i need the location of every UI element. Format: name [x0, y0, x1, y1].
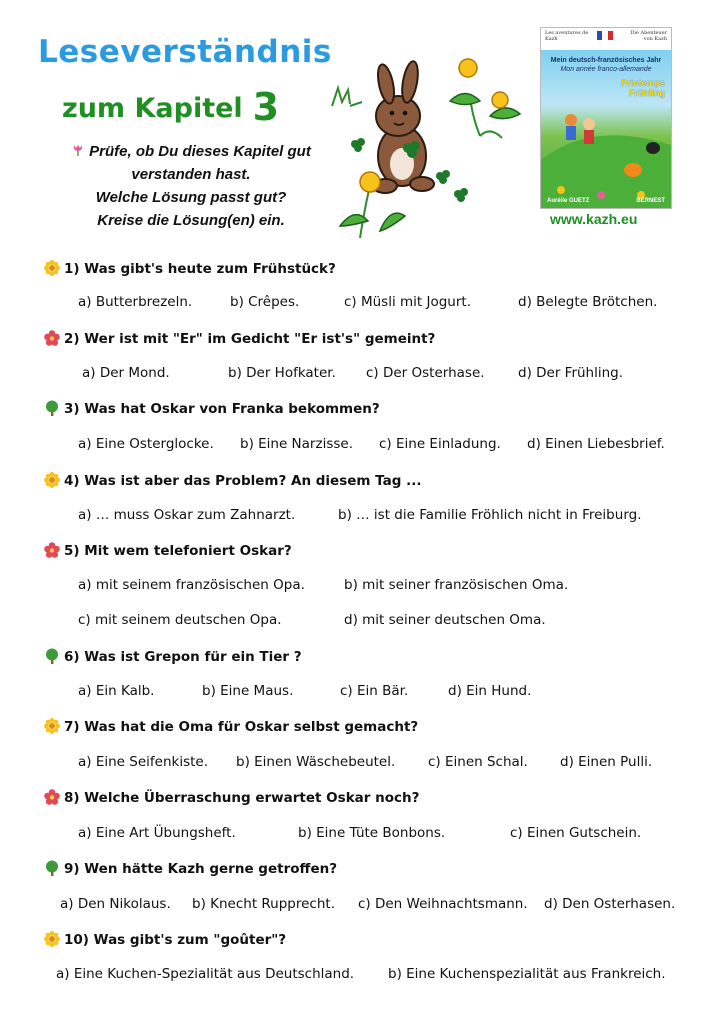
cover-author: Aurélie GUETZ: [547, 198, 590, 204]
question-8: [44, 789, 419, 806]
question-9: [44, 860, 337, 877]
intro-line-1: Prüfe, ob Du dieses Kapitel gut: [89, 143, 311, 160]
answer-option[interactable]: c) Müsli mit Jogurt.: [344, 294, 471, 310]
question-text: 4) Was ist aber das Problem? An diesem Tag ...: [64, 473, 422, 489]
answer-option[interactable]: c) Einen Schal.: [428, 754, 528, 770]
answer-option[interactable]: d) mit seiner deutschen Oma.: [344, 612, 546, 628]
cover-series-right: Die Abenteuer von Kazh: [630, 30, 667, 42]
answer-option[interactable]: a) Butterbrezeln.: [78, 294, 193, 310]
question-10: [44, 931, 286, 948]
question-1: [44, 260, 336, 277]
hibiscus-icon: [44, 330, 60, 346]
answer-option[interactable]: c) mit seinem deutschen Opa.: [78, 612, 282, 628]
website-url[interactable]: www.kazh.eu: [550, 211, 638, 227]
question-text: 5) Mit wem telefoniert Oskar?: [64, 543, 292, 559]
answer-option[interactable]: b) Eine Kuchenspezialität aus Frankreich.: [388, 966, 666, 982]
intro-line-2: verstanden hast.: [131, 166, 251, 183]
rabbit-illustration: [330, 56, 530, 238]
answer-option[interactable]: a) … muss Oskar zum Zahnarzt.: [78, 507, 296, 523]
question-5: [44, 542, 292, 559]
cover-illustrator: BERNEST: [636, 198, 665, 204]
tree-icon: [44, 648, 60, 664]
answer-option[interactable]: d) Ein Hund.: [448, 683, 532, 699]
cover-title: [541, 56, 671, 74]
cover-season-de: Frühling: [629, 88, 665, 98]
answer-option[interactable]: b) Der Hofkater.: [228, 365, 336, 381]
intro-line-4: Kreise die Lösung(en) ein.: [97, 212, 285, 229]
question-7: [44, 718, 418, 735]
answer-option[interactable]: b) … ist die Familie Fröhlich nicht in Freiburg.: [338, 507, 642, 523]
answer-option[interactable]: b) Einen Wäschebeutel.: [236, 754, 396, 770]
answer-option[interactable]: b) Eine Narzisse.: [240, 436, 353, 452]
chapter-number: 3: [252, 85, 280, 129]
answer-option[interactable]: a) Ein Kalb.: [78, 683, 155, 699]
question-text: 9) Wen hätte Kazh gerne getroffen?: [64, 861, 338, 877]
sun-flower-icon: [44, 260, 60, 276]
cover-season: [621, 78, 665, 98]
answer-option[interactable]: c) Den Weihnachtsmann.: [358, 896, 528, 912]
question-text: 2) Wer ist mit "Er" im Gedicht "Er ist's" gemeint?: [64, 331, 436, 347]
answer-option[interactable]: a) Eine Art Übungsheft.: [78, 825, 236, 841]
title-chapter-label: zum Kapitel: [62, 93, 243, 124]
answer-option[interactable]: a) Der Mond.: [82, 365, 170, 381]
book-cover: [540, 27, 672, 209]
answer-option[interactable]: b) Eine Maus.: [202, 683, 294, 699]
answer-option[interactable]: a) Eine Osterglocke.: [78, 436, 214, 452]
answer-option[interactable]: b) Eine Tüte Bonbons.: [298, 825, 446, 841]
answer-option[interactable]: b) Knecht Rupprecht.: [192, 896, 335, 912]
answer-option[interactable]: d) Der Frühling.: [518, 365, 624, 381]
cover-season-fr: Printemps: [620, 78, 665, 88]
tree-icon: [44, 860, 60, 876]
sun-flower-icon: [44, 931, 60, 947]
answer-option[interactable]: c) Eine Einladung.: [379, 436, 501, 452]
instructions: [60, 140, 322, 232]
intro-line-3: Welche Lösung passt gut?: [95, 189, 287, 206]
flag-icon: [597, 31, 613, 40]
question-text: 8) Welche Überraschung erwartet Oskar noch?: [64, 790, 420, 806]
answer-option[interactable]: d) Einen Liebesbrief.: [527, 436, 665, 452]
answer-option[interactable]: c) Ein Bär.: [340, 683, 409, 699]
cover-title-fr: Mon année franco-allemande: [560, 66, 652, 73]
question-text: 10) Was gibt's zum "goûter"?: [64, 932, 287, 948]
title-line2: [62, 82, 280, 129]
question-3: [44, 400, 380, 417]
hibiscus-icon: [44, 542, 60, 558]
answer-option[interactable]: b) Crêpes.: [230, 294, 300, 310]
answer-option[interactable]: d) Belegte Brötchen.: [518, 294, 658, 310]
question-text: 3) Was hat Oskar von Franka bekommen?: [64, 401, 380, 417]
title-line1: Leseverständnis: [38, 34, 332, 70]
sun-flower-icon: [44, 718, 60, 734]
question-2: [44, 330, 435, 347]
cover-series-left: Les aventures de Kazh: [545, 30, 589, 42]
cover-title-de: Mein deutsch-französisches Jahr: [550, 57, 662, 64]
answer-option[interactable]: a) Eine Kuchen-Spezialität aus Deutschland.: [56, 966, 355, 982]
tree-icon: [44, 400, 60, 416]
question-4: [44, 472, 422, 489]
answer-option[interactable]: c) Der Osterhase.: [366, 365, 485, 381]
question-6: [44, 648, 302, 665]
hibiscus-icon: [44, 789, 60, 805]
answer-option[interactable]: c) Einen Gutschein.: [510, 825, 642, 841]
answer-option[interactable]: d) Den Osterhasen.: [544, 896, 676, 912]
answer-option[interactable]: d) Einen Pulli.: [560, 754, 653, 770]
answer-option[interactable]: a) Den Nikolaus.: [60, 896, 171, 912]
question-text: 1) Was gibt's heute zum Frühstück?: [64, 261, 336, 277]
answer-option[interactable]: b) mit seiner französischen Oma.: [344, 577, 569, 593]
question-text: 7) Was hat die Oma für Oskar selbst gemacht?: [64, 719, 419, 735]
tulip-icon: [71, 143, 85, 157]
sun-flower-icon: [44, 472, 60, 488]
question-text: 6) Was ist Grepon für ein Tier ?: [64, 649, 302, 665]
answer-option[interactable]: a) mit seinem französischen Opa.: [78, 577, 305, 593]
answer-option[interactable]: a) Eine Seifenkiste.: [78, 754, 208, 770]
